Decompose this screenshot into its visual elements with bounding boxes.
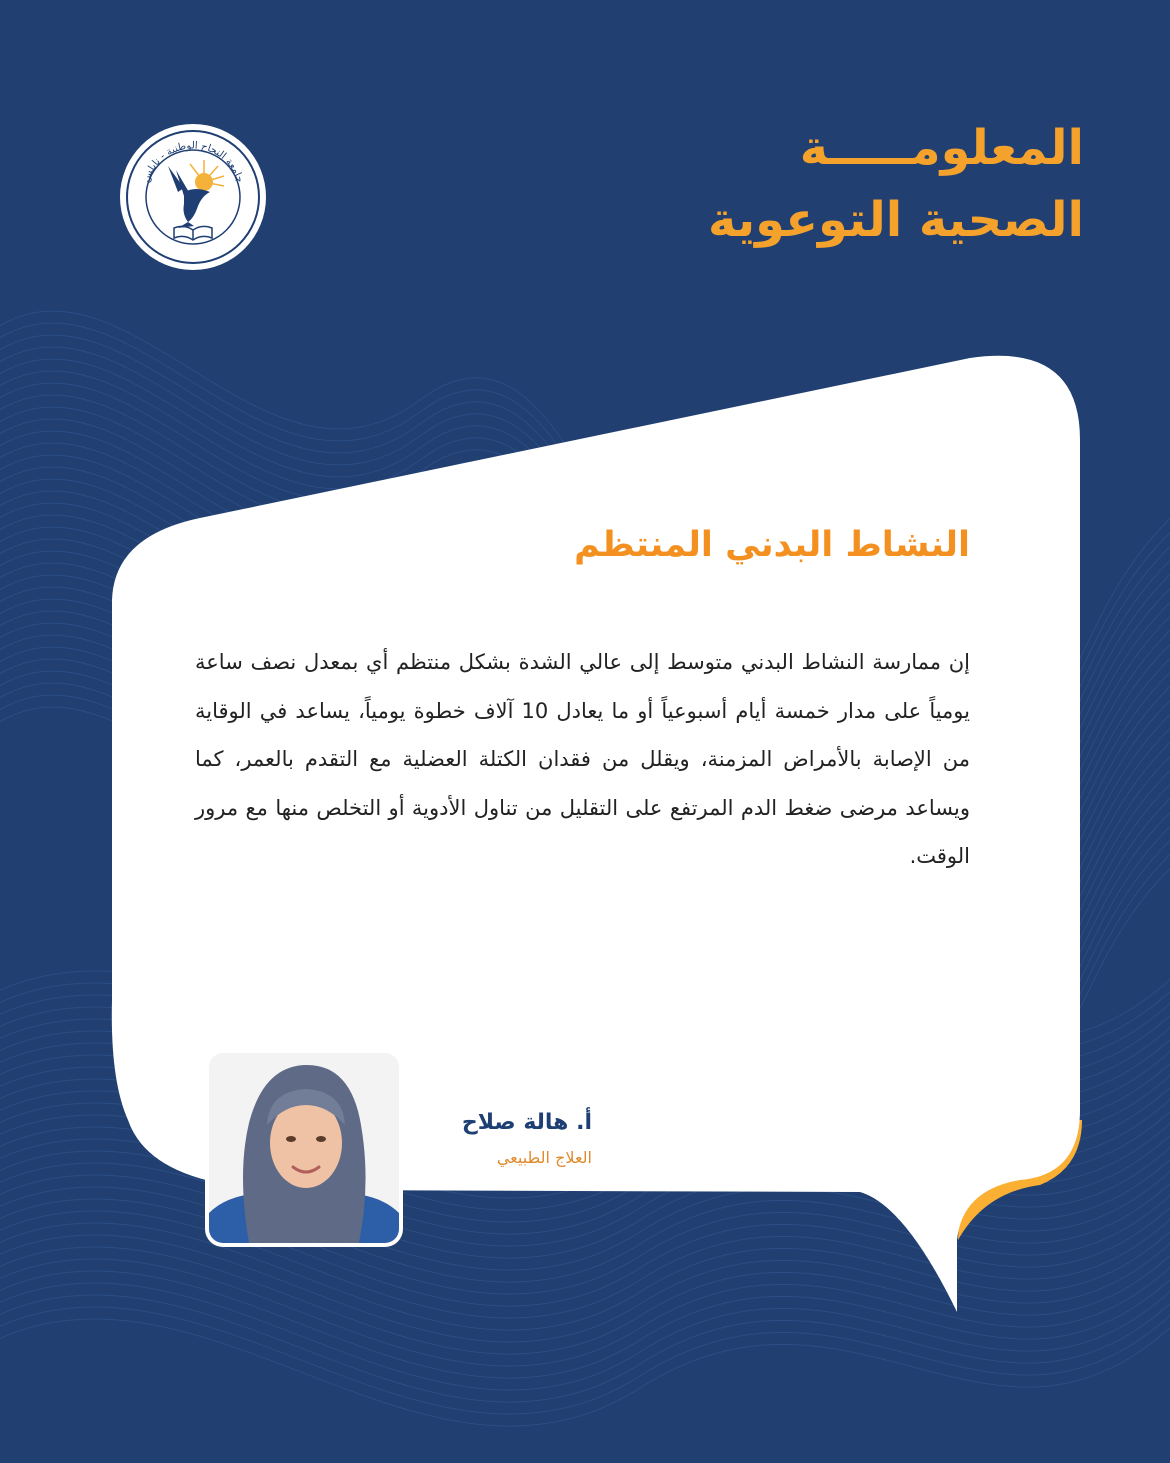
brand-heading (708, 112, 1084, 256)
author-name: أ. هالة صلاح (461, 1110, 592, 1135)
logo-ring-text: جامعة النجاح الوطنية - نابلس (140, 140, 246, 185)
author-role: العلاج الطبيعي (496, 1148, 592, 1167)
brand-line-1: المعلومـــــة (799, 120, 1084, 176)
brand-line-2: الصحية التوعوية (708, 192, 1084, 248)
university-logo-icon (118, 122, 268, 272)
card-title: النشاط البدني المنتظم (574, 525, 970, 565)
card-body-text: إن ممارسة النشاط البدني متوسط إلى عالي الشدة بشكل منتظم أي بمعدل نصف ساعة يومياً على مدار خمسة أيام أسبوعياً أو ما يعادل 10 آلاف خطوة يومياً، يساعد في الوقاية من الإصابة بالأمراض المزمنة، ويقلل من فقدان الكتلة العضلية مع التقدم بالعمر، كما ويساعد مرضى ضغط الدم المرتفع على التقليل من تناول الأدوية أو التخلص منها مع مرور الوقت. (195, 650, 971, 868)
